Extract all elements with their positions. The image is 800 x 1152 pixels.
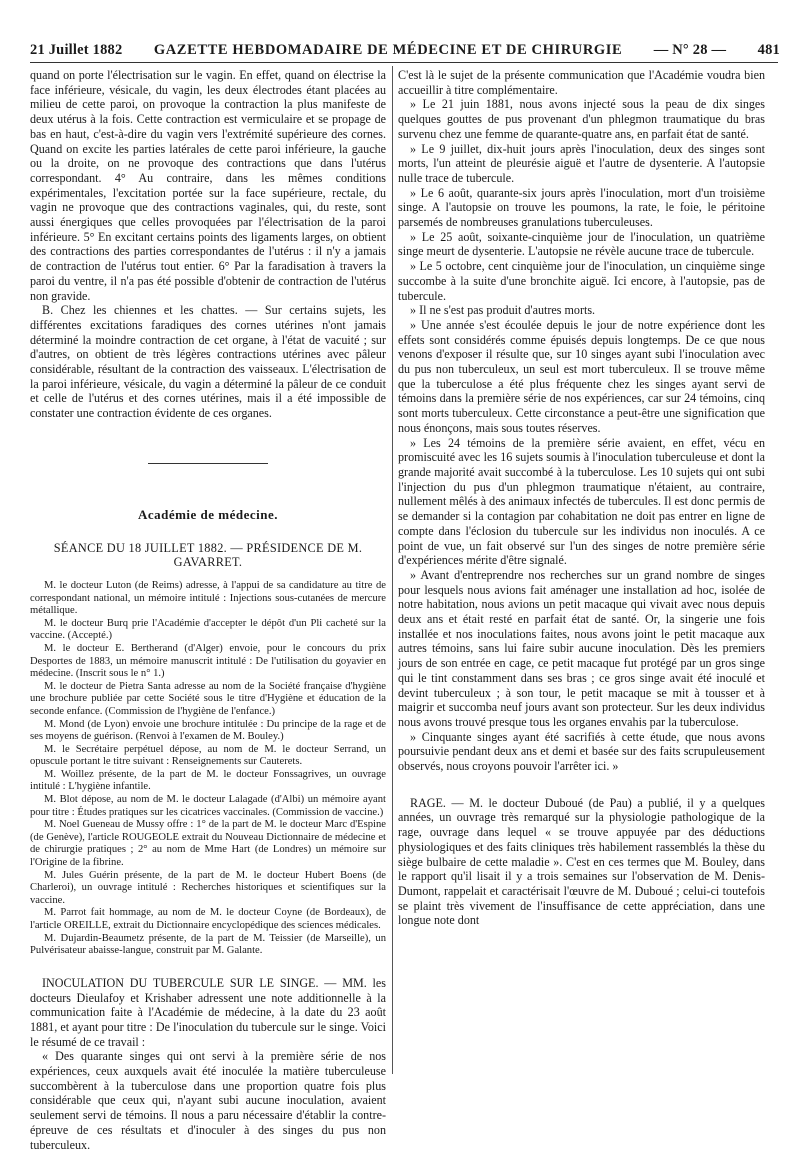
spacer	[398, 774, 765, 796]
list-item: M. Jules Guérin présente, de la part de M. le docteur Hubert Boens (de Charleroi), un ouvrage intitulé : Recherches historiques et scientifiques sur la vaccine.	[30, 869, 386, 906]
paragraph: » Il ne s'est pas produit d'autres morts.	[410, 303, 596, 318]
column-separator	[392, 66, 393, 1074]
list-item: M. Woillez présente, de la part de M. le docteur Fonssagrives, un ouvrage intitulé : L'hygiène infantile.	[30, 768, 386, 793]
page-number: 481	[757, 41, 780, 58]
list-item: M. Mond (de Lyon) envoie une brochure intitulée : Du principe de la rage et de ses moyens de guérison. (Renvoi à l'examen de M. Bouley.)	[30, 718, 386, 743]
correspondence-list	[30, 580, 386, 958]
right-column	[398, 68, 765, 928]
paragraph: » Le 5 octobre, cent cinquième jour de l'inoculation, un cinquième singe succombe à la suite d'une bronchite aiguë. Ici encore, à l'autopsie, pas de tubercule.	[398, 259, 765, 303]
list-item: M. Blot dépose, au nom de M. le docteur Lalagade (d'Albi) un mémoire ayant pour titre : Études pratiques sur les cicatrices vaccinales. (Commission de vaccine.)	[30, 794, 386, 818]
list-item: M. Parrot fait hommage, au nom de M. le docteur Coyne (de Bordeaux), de l'article OREILLE, extrait du Dictionnaire encyclopédique des sciences médicales.	[30, 907, 386, 932]
paragraph: » Cinquante singes ayant été sacrifiés à cette étude, que nous avons poursuivie pendant deux ans et demi et basée sur des faits scrupuleusement observés, nous croyons pouvoir l'arrêter ici. »	[398, 729, 765, 774]
paragraph: « Des quarante singes qui ont servi à la première série de nos expériences, ceux auxquels avait été inoculée la matière tuberculeuse succombèrent à la tuberculose dans une proportion quatre fois plus considérable que ceux qui, n'ayant subi aucune inoculation, avaient seulement servi de témoins. Il nous a paru nécessaire d'établir la contre-épreuve de ces résultats et d'inoculer à des singes du pus non tuberculeux.	[30, 1049, 386, 1152]
paragraph: B. Chez les chiennes et les chattes. — Sur certains sujets, les différentes excitations faradiques des cornes utérines n'ont jamais déterminé la moindre contraction de cet organe, à l'état de vacuité ; sur d'autres, on obtient de très légères contractions utérines avec pâleur considérable, résultant de la contraction des vaisseaux. L'électrisation de la paroi inférieure, vésicale, du vagin a déterminé la pâleur de ce conduit et celle de l'utérus et des cornes utérines, mais il a été impossible de constater une contraction évidente de ces organes.	[30, 303, 386, 421]
paragraph: INOCULATION DU TUBERCULE SUR LE SINGE. — MM. les docteurs Dieulafoy et Krishaber adressent une note additionnelle à la communication faite à l'Académie de médecine, à la date du 23 août 1881, et ayant pour titre : De l'inoculation du tubercule sur le singe. Voici le résumé de ce travail :	[30, 975, 386, 1049]
list-item: M. le docteur Burq prie l'Académie d'accepter le dépôt d'un Pli cacheté sur la vaccine. (Accepté.)	[30, 617, 386, 642]
header-rule	[30, 62, 778, 63]
session-heading: SÉANCE DU 18 JUILLET 1882. — PRÉSIDENCE DE M. GAVARRET.	[53, 540, 363, 570]
paragraph: C'est là le sujet de la présente communication que l'Académie voudra bien accueillir à titre complémentaire.	[398, 68, 765, 97]
list-item: M. le docteur E. Bertherand (d'Alger) envoie, pour le concours du prix Desportes de 1883, un mémoire manuscrit intitulé : De l'utilisation du goyavier en médecine. (Inscrit sous le n° 1.)	[30, 642, 386, 680]
list-item: M. le docteur Luton (de Reims) adresse, à l'appui de sa candidature au titre de correspondant national, un mémoire intitulé : Injections sous-cutanées de mercure métallique.	[30, 579, 386, 617]
list-item: M. Noel Gueneau de Mussy offre : 1° de la part de M. le docteur Marc d'Espine (de Genève), l'article ROUGEOLE extrait du Nouveau Dictionnaire de médecine et de chirurgie pratiques ; 2° au nom de Mme Hart (de Londres) un mémoire sur l'Origine de la fibrine.	[30, 819, 386, 869]
paragraph: quand on porte l'électrisation sur le vagin. En effet, quand on électrise la face inférieure, vésicale, du vagin, les deux électrodes étant placées au milieu de cette paroi, on provoque la contraction la plus manifeste de deux utérus à la fois. Cette contraction est vermiculaire et se propage de bas en haut, c'est-à-dire du vagin vers l'extrémité supérieure des cornes. Quand on excite les parties latérales de cette paroi inférieure, la gauche ou la droite, on ne provoque des contractions que dans l'utérus correspondant. 4° Au contraire, dans les mêmes conditions expérimentales, l'excitation portée sur la face supérieure, rectale, du vagin ne provoque que des contractions vaginales, qui, du reste, sont aussi énergiques que celles provoquées par l'électrisation de la paroi inférieure. 5° En excitant certains points des ligaments larges, on obtient des contractions des parties correspondantes de l'utérus : il n'y a jamais de contraction de l'utérus tout entier. 6° Par la faradisation à travers la paroi du ventre, il n'a pas été possible d'obtenir de contraction de l'utérus non gravide.	[30, 68, 386, 303]
journal-title: GAZETTE HEBDOMADAIRE DE MÉDECINE ET DE CHIRURGIE	[153, 41, 623, 58]
issue-date: 21 Juillet 1882	[30, 41, 123, 58]
paragraph: » Le 6 août, quarante-six jours après l'inoculation, mort d'un troisième singe. A l'autopsie on trouve les poumons, la rate, le foie, le péritoine parsemés de nombreuses granulations tuberculeuses.	[398, 185, 765, 230]
paragraph: » Les 24 témoins de la première série avaient, en effet, vécu en promiscuité avec les 16 sujets soumis à l'inoculation tuberculeuse et dont la grande majorité avait succombé à la tuberculose. Les 10 sujets qui ont subi l'injection du pus d'un phlegmon traumatique n'étaient, au contraire, nullement mêlés à des animaux infectés de tubercules. Il est donc permis de se demander si la contagion par cohabitation ne doit pas entrer en ligne de compte dans l'éclosion du tubercule sur les individus non inoculés. A ce point de vue, un fait observé sur l'un des singes de notre première série d'expériences mérite d'être signalé.	[398, 435, 765, 568]
paragraph: » Une année s'est écoulée depuis le jour de notre expérience dont les effets sont considérés comme épuisés depuis longtemps. De ce que nous venons d'exposer il résulte que, sur 10 singes ayant subi l'inoculation avec du pus non tuberculeux, un seul est mort tuberculeux. Il se trouve même que la tuberculose a été plus fréquente chez les singes ayant servi de témoins dans la première série de nos expériences, car sur 24 témoins, cinq sont morts tuberculeux. Cette circonstance a peut-être une signification que nous énonçons, mais sous toutes réserves.	[398, 317, 765, 435]
issue-number: — N° 28 —	[653, 41, 727, 58]
section-title: Académie de médecine.	[137, 506, 279, 522]
paragraph: » Le 25 août, soixante-cinquième jour de l'inoculation, un quatrième singe meurt de dysenterie. L'autopsie ne révèle aucune trace de tubercule.	[398, 229, 765, 259]
page-header	[30, 40, 780, 60]
paragraph: » Le 21 juin 1881, nous avons injecté sous la peau de dix singes quelques gouttes de pus provenant d'un phlegmon traumatique du bras survenu chez une femme de quarante-quatre ans, en parfait état de santé.	[398, 97, 765, 141]
paragraph: RAGE. — M. le docteur Duboué (de Pau) a publié, il y a quelques années, un ouvrage très remarqué sur la physiologie pathologique de la rage, ouvrage dans lequel « se trouve appuyée par des déductions physiologiques et des faits cliniques très habilement rassemblés la thèse du siège bulbaire de cette maladie ». C'est en ces termes que M. Bouley, dans le rapport qu'il lisait il y a trois semaines sur l'observation de M. Denis-Dumont, rappelait et caractérisait l'œuvre de M. Duboué ; celui-ci toutefois se plaint très vivement de l'insuffisance de cette appréciation, dans une longue note dont	[398, 795, 765, 928]
list-item: M. le docteur de Pietra Santa adresse au nom de la Société française d'hygiène une brochure publiée par cette Société sous le titre d'Hygiène et éducation de la seconde enfance. (Commission de l'hygiène de l'enfance.)	[30, 680, 386, 717]
paragraph: » Le 9 juillet, dix-huit jours après l'inoculation, deux des singes sont morts, l'un atteint de pleurésie aiguë et l'autre de dysenterie. A l'autopsie nulle trace de tubercule.	[398, 141, 765, 185]
list-item: M. le Secrétaire perpétuel dépose, au nom de M. le docteur Serrand, un opuscule portant le titre suivant : Renseignements sur Cauterets.	[30, 743, 386, 768]
section-divider	[148, 463, 268, 464]
left-column	[30, 68, 386, 1152]
paragraph: » Avant d'entreprendre nos recherches sur un grand nombre de singes pour lesquels nous avions fait aménager une installation ad hoc, isolée de notre habitation, nous avions un petit macaque qui vivait avec nous depuis deux ans et était resté en parfait état de santé. Or, la singerie une fois installée et nos inoculations faites, nous avons joint le petit macaque aux autres témoins, sans lui faire subir aucune inoculation. Dès les premiers jours de son entrée en cage, ce petit macaque fut protégé par un gros singe qui le tint constamment dans ses bras ; ce gros singe avait été inoculé et devint tuberculeux ; à son tour, le petit macaque se mit à tousser et à maigrir et succomba neuf jours avant son protecteur. Sur les deux individus nous avons trouvé presque tous les organes envahis par la tuberculose.	[398, 567, 765, 729]
list-item: M. Dujardin-Beaumetz présente, de la part de M. Teissier (de Marseille), un Pulvérisateur abaisse-langue, construit par M. Galante.	[30, 932, 386, 957]
